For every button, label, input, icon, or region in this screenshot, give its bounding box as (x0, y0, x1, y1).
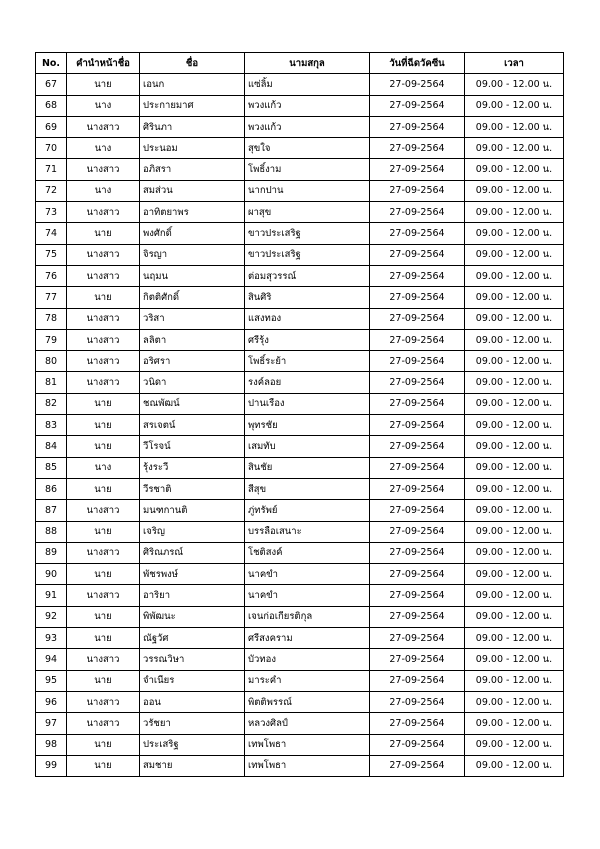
time-slot: 09.00 - 12.00 น. (465, 436, 564, 457)
header-row (36, 53, 564, 74)
first-name: ศิริณภรณ์ (140, 542, 245, 563)
vaccination-date: 27-09-2564 (370, 138, 465, 159)
first-name: ประเสริฐ (140, 734, 245, 755)
name-prefix: นาย (67, 223, 140, 244)
first-name: สรเจตน์ (140, 415, 245, 436)
first-name: วนิดา (140, 372, 245, 393)
vaccination-date: 27-09-2564 (370, 564, 465, 585)
last-name: พวงแก้ว (245, 95, 370, 116)
time-slot: 09.00 - 12.00 น. (465, 223, 564, 244)
time-slot: 09.00 - 12.00 น. (465, 415, 564, 436)
last-name: พิตติพรรณ์ (245, 691, 370, 712)
table-row (36, 351, 564, 372)
row-number: 74 (36, 223, 67, 244)
vaccination-date: 27-09-2564 (370, 74, 465, 95)
table-row (36, 287, 564, 308)
name-prefix: นางสาว (67, 713, 140, 734)
name-prefix: นาย (67, 521, 140, 542)
name-prefix: นาย (67, 755, 140, 776)
time-slot: 09.00 - 12.00 น. (465, 713, 564, 734)
row-number: 81 (36, 372, 67, 393)
first-name: วรรณวิษา (140, 649, 245, 670)
name-prefix: นางสาว (67, 159, 140, 180)
row-number: 78 (36, 308, 67, 329)
table-row (36, 649, 564, 670)
vaccination-date: 27-09-2564 (370, 478, 465, 499)
table-row (36, 393, 564, 414)
table-row (36, 734, 564, 755)
last-name: รงค์ลอย (245, 372, 370, 393)
name-prefix: นางสาว (67, 244, 140, 265)
first-name: ประนอม (140, 138, 245, 159)
vaccination-date: 27-09-2564 (370, 95, 465, 116)
name-prefix: นาย (67, 670, 140, 691)
table-row (36, 329, 564, 350)
vaccination-date: 27-09-2564 (370, 265, 465, 286)
vaccination-schedule-table (35, 52, 564, 777)
first-name: เจริญ (140, 521, 245, 542)
time-slot: 09.00 - 12.00 น. (465, 138, 564, 159)
row-number: 91 (36, 585, 67, 606)
time-slot: 09.00 - 12.00 น. (465, 734, 564, 755)
row-number: 80 (36, 351, 67, 372)
row-number: 73 (36, 202, 67, 223)
time-slot: 09.00 - 12.00 น. (465, 351, 564, 372)
time-slot: 09.00 - 12.00 น. (465, 308, 564, 329)
first-name: นฤมน (140, 265, 245, 286)
name-prefix: นาย (67, 628, 140, 649)
header-no: No. (36, 53, 67, 74)
table-row (36, 457, 564, 478)
name-prefix: นาย (67, 74, 140, 95)
first-name: รุ้งระวี (140, 457, 245, 478)
first-name: จำเนียร (140, 670, 245, 691)
time-slot: 09.00 - 12.00 น. (465, 457, 564, 478)
vaccination-date: 27-09-2564 (370, 670, 465, 691)
table-row (36, 95, 564, 116)
time-slot: 09.00 - 12.00 น. (465, 691, 564, 712)
name-prefix: นางสาว (67, 372, 140, 393)
last-name: นาคขำ (245, 564, 370, 585)
row-number: 95 (36, 670, 67, 691)
first-name: ออน (140, 691, 245, 712)
vaccination-date: 27-09-2564 (370, 351, 465, 372)
name-prefix: นางสาว (67, 116, 140, 137)
header-prefix: คำนำหน้าชื่อ (67, 53, 140, 74)
time-slot: 09.00 - 12.00 น. (465, 628, 564, 649)
name-prefix: นางสาว (67, 691, 140, 712)
row-number: 83 (36, 415, 67, 436)
name-prefix: นางสาว (67, 585, 140, 606)
last-name: ขาวประเสริฐ (245, 244, 370, 265)
row-number: 77 (36, 287, 67, 308)
last-name: พวงแก้ว (245, 116, 370, 137)
table-row (36, 116, 564, 137)
name-prefix: นางสาว (67, 351, 140, 372)
row-number: 70 (36, 138, 67, 159)
last-name: ต่อมสุวรรณ์ (245, 265, 370, 286)
time-slot: 09.00 - 12.00 น. (465, 755, 564, 776)
last-name: เทพโพธา (245, 734, 370, 755)
time-slot: 09.00 - 12.00 น. (465, 74, 564, 95)
table-row (36, 606, 564, 627)
vaccination-date: 27-09-2564 (370, 521, 465, 542)
name-prefix: นางสาว (67, 649, 140, 670)
name-prefix: นาย (67, 287, 140, 308)
table-header (36, 53, 564, 74)
header-vaccination-date: วันที่ฉีดวัคซีน (370, 53, 465, 74)
table-row (36, 74, 564, 95)
table-row (36, 372, 564, 393)
last-name: มาระคำ (245, 670, 370, 691)
vaccination-date: 27-09-2564 (370, 649, 465, 670)
table-row (36, 478, 564, 499)
row-number: 86 (36, 478, 67, 499)
table-row (36, 244, 564, 265)
table-row (36, 628, 564, 649)
time-slot: 09.00 - 12.00 น. (465, 244, 564, 265)
vaccination-date: 27-09-2564 (370, 628, 465, 649)
table-row (36, 202, 564, 223)
row-number: 71 (36, 159, 67, 180)
last-name: สินชัย (245, 457, 370, 478)
time-slot: 09.00 - 12.00 น. (465, 542, 564, 563)
name-prefix: นาย (67, 564, 140, 585)
last-name: ผาสุข (245, 202, 370, 223)
row-number: 99 (36, 755, 67, 776)
name-prefix: นาย (67, 393, 140, 414)
row-number: 69 (36, 116, 67, 137)
row-number: 89 (36, 542, 67, 563)
time-slot: 09.00 - 12.00 น. (465, 478, 564, 499)
time-slot: 09.00 - 12.00 น. (465, 521, 564, 542)
last-name: เสมทับ (245, 436, 370, 457)
vaccination-date: 27-09-2564 (370, 244, 465, 265)
time-slot: 09.00 - 12.00 น. (465, 393, 564, 414)
row-number: 84 (36, 436, 67, 457)
last-name: เทพโพธา (245, 755, 370, 776)
vaccination-date: 27-09-2564 (370, 287, 465, 308)
vaccination-date: 27-09-2564 (370, 223, 465, 244)
table-row (36, 308, 564, 329)
vaccination-date: 27-09-2564 (370, 202, 465, 223)
last-name: โพธิ์งาม (245, 159, 370, 180)
table-row (36, 755, 564, 776)
table-row (36, 159, 564, 180)
vaccination-date: 27-09-2564 (370, 393, 465, 414)
row-number: 93 (36, 628, 67, 649)
name-prefix: นาย (67, 415, 140, 436)
row-number: 67 (36, 74, 67, 95)
time-slot: 09.00 - 12.00 น. (465, 159, 564, 180)
last-name: บัวทอง (245, 649, 370, 670)
vaccination-date: 27-09-2564 (370, 180, 465, 201)
table-row (36, 500, 564, 521)
time-slot: 09.00 - 12.00 น. (465, 372, 564, 393)
first-name: ชณพัฒน์ (140, 393, 245, 414)
name-prefix: นางสาว (67, 329, 140, 350)
table-row (36, 670, 564, 691)
vaccination-date: 27-09-2564 (370, 308, 465, 329)
row-number: 72 (36, 180, 67, 201)
time-slot: 09.00 - 12.00 น. (465, 116, 564, 137)
first-name: พิพัฒนะ (140, 606, 245, 627)
vaccination-date: 27-09-2564 (370, 457, 465, 478)
last-name: ภู่ทรัพย์ (245, 500, 370, 521)
row-number: 82 (36, 393, 67, 414)
row-number: 96 (36, 691, 67, 712)
table-row (36, 265, 564, 286)
row-number: 88 (36, 521, 67, 542)
row-number: 85 (36, 457, 67, 478)
row-number: 87 (36, 500, 67, 521)
first-name: สมชาย (140, 755, 245, 776)
vaccination-date: 27-09-2564 (370, 713, 465, 734)
table-row (36, 585, 564, 606)
vaccination-date: 27-09-2564 (370, 372, 465, 393)
first-name: วริสา (140, 308, 245, 329)
first-name: ลลิตา (140, 329, 245, 350)
time-slot: 09.00 - 12.00 น. (465, 649, 564, 670)
name-prefix: นาง (67, 138, 140, 159)
name-prefix: นาง (67, 95, 140, 116)
row-number: 94 (36, 649, 67, 670)
first-name: กิตติศักดิ์ (140, 287, 245, 308)
first-name: วีโรจน์ (140, 436, 245, 457)
name-prefix: นาง (67, 457, 140, 478)
name-prefix: นาย (67, 734, 140, 755)
table-row (36, 521, 564, 542)
last-name: ปานเรือง (245, 393, 370, 414)
last-name: นาคขำ (245, 585, 370, 606)
first-name: สมส่วน (140, 180, 245, 201)
first-name: มนฑกานติ (140, 500, 245, 521)
first-name: อริศรา (140, 351, 245, 372)
vaccination-date: 27-09-2564 (370, 116, 465, 137)
row-number: 90 (36, 564, 67, 585)
first-name: อาริยา (140, 585, 245, 606)
row-number: 76 (36, 265, 67, 286)
time-slot: 09.00 - 12.00 น. (465, 500, 564, 521)
time-slot: 09.00 - 12.00 น. (465, 180, 564, 201)
last-name: หลวงศิลป์ (245, 713, 370, 734)
row-number: 68 (36, 95, 67, 116)
time-slot: 09.00 - 12.00 น. (465, 287, 564, 308)
vaccination-date: 27-09-2564 (370, 329, 465, 350)
vaccination-date: 27-09-2564 (370, 436, 465, 457)
first-name: จิรญา (140, 244, 245, 265)
first-name: อภิสรา (140, 159, 245, 180)
vaccination-date: 27-09-2564 (370, 542, 465, 563)
vaccination-date: 27-09-2564 (370, 159, 465, 180)
last-name: เจนก่อเกียรติกุล (245, 606, 370, 627)
last-name: แสงทอง (245, 308, 370, 329)
time-slot: 09.00 - 12.00 น. (465, 670, 564, 691)
last-name: แซ่ลิ้ม (245, 74, 370, 95)
time-slot: 09.00 - 12.00 น. (465, 606, 564, 627)
first-name: ศิรินภา (140, 116, 245, 137)
name-prefix: นางสาว (67, 500, 140, 521)
name-prefix: นาง (67, 180, 140, 201)
first-name: พงศักดิ์ (140, 223, 245, 244)
table-row (36, 542, 564, 563)
row-number: 92 (36, 606, 67, 627)
header-first-name: ชื่อ (140, 53, 245, 74)
last-name: สินศิริ (245, 287, 370, 308)
table-row (36, 223, 564, 244)
last-name: นากปาน (245, 180, 370, 201)
first-name: เอนก (140, 74, 245, 95)
name-prefix: นางสาว (67, 308, 140, 329)
last-name: พุทรชัย (245, 415, 370, 436)
time-slot: 09.00 - 12.00 น. (465, 329, 564, 350)
table-body (36, 74, 564, 777)
name-prefix: นางสาว (67, 202, 140, 223)
vaccination-date: 27-09-2564 (370, 691, 465, 712)
row-number: 79 (36, 329, 67, 350)
name-prefix: นาย (67, 606, 140, 627)
header-time: เวลา (465, 53, 564, 74)
last-name: สุขใจ (245, 138, 370, 159)
time-slot: 09.00 - 12.00 น. (465, 585, 564, 606)
table-row (36, 564, 564, 585)
last-name: ขาวประเสริฐ (245, 223, 370, 244)
first-name: ณัฐวัศ (140, 628, 245, 649)
name-prefix: นางสาว (67, 265, 140, 286)
row-number: 75 (36, 244, 67, 265)
first-name: อาทิตยาพร (140, 202, 245, 223)
last-name: ศรีสงคราม (245, 628, 370, 649)
name-prefix: นาย (67, 478, 140, 499)
row-number: 97 (36, 713, 67, 734)
vaccination-date: 27-09-2564 (370, 415, 465, 436)
first-name: ประกายมาศ (140, 95, 245, 116)
table-row (36, 180, 564, 201)
last-name: โชติสงค์ (245, 542, 370, 563)
last-name: บรรลือเสนาะ (245, 521, 370, 542)
time-slot: 09.00 - 12.00 น. (465, 265, 564, 286)
last-name: ศรีรุ้ง (245, 329, 370, 350)
first-name: พัชรพงษ์ (140, 564, 245, 585)
vaccination-date: 27-09-2564 (370, 734, 465, 755)
table-row (36, 415, 564, 436)
table-row (36, 713, 564, 734)
time-slot: 09.00 - 12.00 น. (465, 564, 564, 585)
time-slot: 09.00 - 12.00 น. (465, 95, 564, 116)
vaccination-schedule-sheet (35, 52, 563, 777)
first-name: วีรชาติ (140, 478, 245, 499)
vaccination-date: 27-09-2564 (370, 755, 465, 776)
vaccination-date: 27-09-2564 (370, 500, 465, 521)
vaccination-date: 27-09-2564 (370, 606, 465, 627)
last-name: สีสุข (245, 478, 370, 499)
table-row (36, 138, 564, 159)
header-last-name: นามสกุล (245, 53, 370, 74)
table-row (36, 436, 564, 457)
name-prefix: นางสาว (67, 542, 140, 563)
vaccination-date: 27-09-2564 (370, 585, 465, 606)
last-name: โพธิ์ระย้า (245, 351, 370, 372)
name-prefix: นาย (67, 436, 140, 457)
first-name: วรัชยา (140, 713, 245, 734)
time-slot: 09.00 - 12.00 น. (465, 202, 564, 223)
row-number: 98 (36, 734, 67, 755)
table-row (36, 691, 564, 712)
